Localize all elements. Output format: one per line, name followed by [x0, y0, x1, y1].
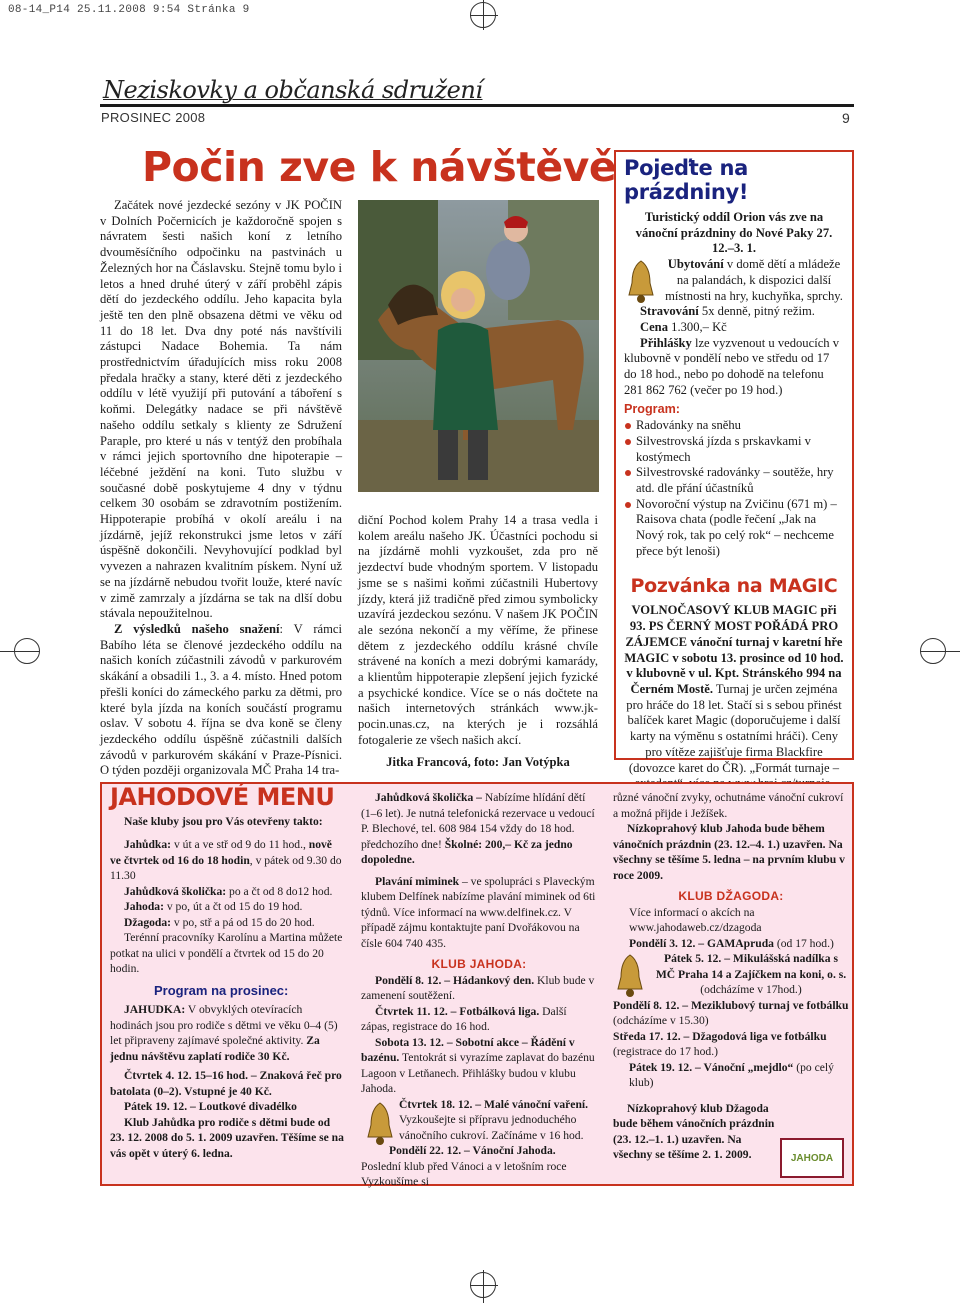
article-column-1: [100, 198, 342, 779]
article-text: : V rámci Babího léta se členové jezdeckého oddílu na našich koních zúčastnili závodů v parkurovém skákání a obsadili 1., 3. a 4. místo. Hned potom přešli koníci do zámeckého parku za dětmi, pro které byla jízda na koních součástí programu oslav. V sobotu 4. října se dva koně se členy jezdeckého oddílu úspěšně zúčastnili dalších závodů v parkurovém skákání v Praze-Písnici. O týden později organizovala MČ Praha 14 tra-: [100, 621, 342, 778]
bell-icon: [626, 259, 656, 305]
registration-mark: [470, 1272, 496, 1298]
event-text: Klub bude v zamenení soutěžení.: [361, 973, 595, 1002]
sidebar-box: [614, 150, 854, 775]
sidebar-paragraph: [624, 304, 844, 320]
article-byline: Jitka Francová, foto: Jan Votýpka: [386, 754, 570, 769]
article-paragraph: diční Pochod kolem Prahy 14 a trasa vedla i kolem areálu našeho JK. Účastníci pochodu si na jízdárně mohli vyzkoušet, zda pro ně jezdectví bude vhodným sportem. V listopadu jsme se s našimi koňmi zúčastnili Hubertovy jízdy, která již tradičně před zimou symbolicky uzavírá jezdeckou sezónu. V našem JK POČIN ale sezóna nekončí a my věříme, že přinese dětem z jezdeckého oddílu krásné chvíle strávené na koních a mezi dobrými kamarády, a klientům hippoterapie zlepšení jejich fyzické a psychické kondice. Více se o nás dočtete na našich internetových stránkách www.jk-pocin.unas.cz, na kterých je i rozsáhlá fotogalerie ze všech našich akcí.: [358, 513, 598, 747]
col3-closing-jahoda: Nízkoprahový klub Jahoda bude během vánočních prázdnin (23. 12.–4. 1.) uzavřen. Na všechny se těšíme 5. ledna – na prvním klubu v roce 2009.: [613, 822, 845, 882]
event-item: [613, 951, 849, 998]
event-item: [613, 1060, 849, 1091]
event-text: Poslední klub před Vánoci a v letošním roce Vyzkoušíme si: [361, 1159, 567, 1188]
article-column-2: [358, 513, 598, 770]
bottom-column-1: [110, 783, 345, 1161]
sidebar-value: lze vyzvenout u vedoucích v klubovně v pondělí nebo ve středu od 17 do 18 hod., nebo po dohodě na telefonu 281 862 762 (večer po 19 hod.): [624, 335, 840, 397]
event-text: (od 17 hod.): [773, 936, 834, 950]
magic-title: Pozvánka na MAGIC: [630, 575, 838, 598]
bell-icon: [365, 1101, 395, 1147]
event-bold: Pondělí 8. 12. – Hádankový den.: [375, 973, 535, 987]
sidebar-paragraph: [624, 320, 844, 336]
sidebar-paragraph: [624, 257, 844, 304]
sidebar-paragraph: [624, 336, 844, 399]
program-item: Klub Jahůdka pro rodiče s dětmi bude od 23. 12. 2008 do 5. 1. 2009 uzavřen. Těšíme se na vás opět v úterý 6. ledna.: [110, 1115, 344, 1160]
jahudka-label: JAHUDKA:: [124, 1003, 186, 1016]
hours-item: [110, 915, 345, 931]
event-item: [361, 973, 597, 1004]
event-item: [613, 1029, 849, 1060]
horse-photo: [358, 200, 599, 492]
article-paragraph: Začátek nové jezdecké sezóny v JK POČIN v Dolních Počernicích je každoročně spojen s návratem šesti našich koní z letního dvouměsíčního odpočinku na pastvinách u Železných hor na Čáslavsku. Stejně tomu bylo i letos a hned druhé úterý v září proběhl zápis dětí do jezdeckého oddílu. Jeho kapacita byla ještě ten den plně obsazena dětmi ve věku od 11 do 18 let. Dva dny poté nás navštívili zástupci Nadace Bohemia. Ta nám prostřednictvím úřadujících miss roku 2008 předala hračky a stany, které děti z jezdeckého oddílu v létě využijí při putování a táboření s koňmi. Delegátky nadace se při návštěvě našeho oddílu setkaly s klienty ze Sdružení Paraple, pro které u nás v tentýž den probíhala v rámci jejich sportovního dne hipoterapie – léčebné ježdění na koni. Tuto službu v současné době poskytujeme 4 dny v týdnu celkem 30 osobám se zdravotním postižením. Hippoterapie probíhá v okolí areálu i na jízdárně, jejíž rekonstrukci jsme letos v září úspěšně dokončili. Nevyhovující podklad byl vyvezen a nahrazen kvalitním pískem. Nyní už se na jízdárně nebudou tvořit louže, které navíc v zimě zamrzaly a jízdárna se tak na dlší dobu stávala nepoužitelnou.: [100, 198, 342, 621]
event-text: (odcházíme v 17hod.): [700, 983, 802, 996]
jahoda-logo: JAHODA: [780, 1138, 844, 1178]
print-slug: 08-14_P14 25.11.2008 9:54 Stránka 9: [8, 4, 250, 16]
page-number: 9: [842, 110, 850, 126]
magic-body: Turnaj je určen zejména pro hráče do 18 let. Stačí si s sebou přinést balíček karet Magic (doporučujeme i další karty na výměnu s ostatními hráči). Ceny pro vítěze zajišťuje firma Blackfire (dovozce karet do ČR). „Formát turnaje –: [626, 681, 842, 775]
program-item: Silvestrovské radovánky – soutěže, hry atd. dle přání účastníků: [624, 465, 844, 496]
event-bold: Čtvrtek 18. 12. – Malé vánoční vaření.: [399, 1097, 589, 1111]
hours-label: Jahůdková školička:: [124, 884, 227, 898]
hours-text: v po, út a čt od 15 do 19 hod.: [163, 900, 303, 913]
street-work: Terénní pracovníky Karolínu a Martina můžete potkat na ulici v pondělí a čtvrtek od 15 do 20 hodin.: [110, 931, 343, 975]
event-item: [361, 1143, 597, 1190]
event-text: Vyzkoušejte si přípravu jednoduchého vánočního cukroví. Začínáme v 16 hod.: [399, 1113, 584, 1142]
event-item: [613, 936, 849, 952]
jahudka-bold: Za jednu návštěvu zaplatí rodiče 30 Kč.: [110, 1034, 320, 1063]
hours-text: v po, stř a pá od 15 do 20 hod.: [171, 915, 315, 929]
event-bold: Pátek 5. 12. – Mikulášská nadílka s MČ Praha 14 a Zajíčkem na koni, o. s.: [655, 952, 847, 981]
hours-bold: nově ve čtvrtek od 16 do 18 hodin: [110, 838, 332, 867]
event-text: Tentokrát si vyrazíme zaplavat do bazénu Lagoon v Letňanech. Přihlášky budou v klubu Jahoda.: [361, 1051, 595, 1095]
program-title: Program na prosinec:: [154, 982, 289, 998]
opening-intro: Naše kluby jsou pro Vás otevřeny takto:: [124, 814, 323, 828]
hours-label: Jahoda:: [124, 900, 164, 913]
col3-closing-dzagoda: Nízkoprahový klub Džagoda bude během vánočních prázdnin (23. 12.–1. 1.) uzavřen. Na všechny se těšíme 2. 1. 2009.: [613, 1101, 775, 1161]
sidebar-label: Stravování: [640, 304, 699, 319]
hours-item: [110, 899, 345, 915]
jahodove-menu-title: JAHODOVÉ MENU: [110, 783, 335, 811]
hours-text: v út a ve stř od 9 do 11 hod.,: [171, 838, 309, 851]
sidebar-label: Cena: [640, 319, 668, 334]
jahudka-body: V obvyklých otevíracích hodinách jsou pro rodiče s dětmi ve věku 0–4 (5) let připraveny zajímavé společné aktivity.: [110, 1003, 338, 1047]
event-bold: Středa 17. 12. – Džagodová liga ve fotbálku: [613, 1029, 827, 1043]
event-bold: Sobota 13. 12. – Sobotní akce – Řádění v bazénu.: [361, 1035, 575, 1064]
article-headline: Počin zve k návštěvě: [142, 143, 617, 191]
section-title: Neziskovky a občanská sdružení: [103, 76, 483, 104]
registration-mark: [920, 638, 946, 664]
program-item: Pátek 19. 12. – Loutkové divadélko: [124, 1100, 297, 1113]
program-heading: Program:: [624, 402, 680, 417]
hours-item: [110, 884, 345, 900]
issue-date: PROSINEC 2008: [101, 110, 206, 125]
sidebar-value: 5x denně, pitný režim.: [698, 304, 815, 319]
program-item: Čtvrtek 4. 12. 15–16 hod. – Znaková řeč pro batolata (0–2). Vstupné je 40 Kč.: [110, 1069, 342, 1098]
event-bold: Pondělí 8. 12. – Meziklubový turnaj ve fotbálku: [613, 998, 849, 1012]
event-item: [361, 1097, 597, 1144]
event-with-bell: [361, 1097, 597, 1144]
article-subhead: Z výsledků našeho snažení: [114, 621, 280, 636]
klub-jahoda-title: KLUB JAHODA:: [431, 957, 527, 971]
hours-tail: , v pátek od 9.30 do 11.30: [110, 853, 342, 882]
skolicka-bold: Školné: 200,– Kč za jedno dopoledne.: [361, 837, 573, 866]
bell-icon: [615, 953, 645, 999]
program-item: Silvestrovská jízda s prskavkami v kostýmech: [624, 434, 844, 465]
sidebar-value: v domě dětí a mládeže na palandách, k dispozici další místnosti na hry, kuchyňka, sprchy.: [665, 257, 843, 303]
plavani-body: – ve spolupráci s Plaveckým klubem Delfínek nabízíme plavání miminek od 6ti týdnů. Více informací na www.delfinek.cz. V případě zájmu kontaktujte paní Dvořákovou na čísle 604 740 435.: [361, 874, 596, 950]
event-bold: Pondělí 22. 12. – Vánoční Jahoda.: [389, 1144, 556, 1157]
event-text: (registrace do 17 hod.): [613, 1045, 718, 1058]
bottom-column-3: [613, 790, 849, 1163]
registration-mark: [14, 638, 40, 664]
event-text: (po celý klub): [629, 1060, 834, 1089]
hours-item: [110, 837, 345, 884]
magic-bold: VOLNOČASOVÝ KLUB MAGIC při 93. PS ČERNÝ MOST POŘÁDÁ PRO ZÁJEMCE vánoční turnaj v karetní hře MAGIC v sobotu 13. prosince od 10 hod. v klubovně v ul. Kpt. Stránského 994 na Černém Mostě.: [624, 603, 844, 696]
skolicka-label: Jahůdková školička –: [375, 791, 482, 804]
magic-text: [624, 603, 844, 791]
program-item: Novoroční výstup na Zvičinu (671 m) – Raisova chata (podle řečení „Jak na Nový rok, tak po celý rok“ – nechceme přece být lenoši): [624, 497, 844, 560]
event-bold: Pondělí 3. 12. – GAMApruda: [629, 936, 774, 950]
sidebar-title: Pojeďte na prázdniny!: [624, 156, 749, 204]
hours-label: Jahůdka:: [124, 838, 172, 851]
event-text: Další zápas, registrace do 16 hod.: [361, 1004, 567, 1033]
sidebar-value: 1.300,– Kč: [668, 319, 727, 334]
hours-text: po a čt od 8 do12 hod.: [226, 884, 333, 898]
col3-paragraph: různé vánoční zvyky, ochutnáme vánoční cukroví a možná přijde i Ježíšek.: [613, 791, 844, 820]
hours-label: Džagoda:: [124, 915, 172, 929]
event-with-bell: [613, 951, 849, 998]
event-bold: Pátek 19. 12. – Vánoční „mejdlo“: [629, 1060, 794, 1074]
skolicka-body: Nabízíme hlídání dětí (1–6 let). Je nutná telefonická rezervace u vedoucí P. Blechové, tel. 608 984 154 vždy do 18 hod. předchozího dne!: [361, 791, 595, 851]
event-item: [361, 1004, 597, 1035]
jahudka-text: [110, 1002, 345, 1064]
registration-mark: [470, 2, 496, 28]
sidebar-label: Ubytování: [667, 257, 724, 272]
plavani-text: [361, 874, 597, 952]
dzagoda-info: Více informací o akcích na www.jahodaweb.cz/dzagoda: [629, 905, 762, 934]
header-rule: [100, 104, 854, 107]
event-item: [361, 1035, 597, 1097]
event-item: [613, 998, 849, 1029]
skolicka-text: [361, 790, 597, 868]
sidebar-intro: Turistický oddíl Orion vás zve na vánoční prázdniny do Nové Paky 27. 12.–3. 1.: [635, 210, 833, 256]
article-paragraph: [100, 622, 342, 779]
event-text: (odcházíme v 15.30): [613, 1014, 709, 1027]
program-label: Program: [624, 402, 676, 417]
bottom-column-2: [361, 790, 597, 1190]
sidebar-text: [624, 210, 844, 559]
sidebar-label: Přihlášky: [640, 335, 692, 350]
event-bold: Čtvrtek 11. 12. – Fotbálková liga.: [375, 1004, 540, 1018]
klub-dzagoda-title: KLUB DŽAGODA:: [678, 889, 784, 903]
jahodove-menu-box: [100, 782, 854, 1186]
plavani-label: Plavání miminek: [375, 874, 460, 888]
program-item: Radovánky na sněhu: [624, 418, 844, 434]
